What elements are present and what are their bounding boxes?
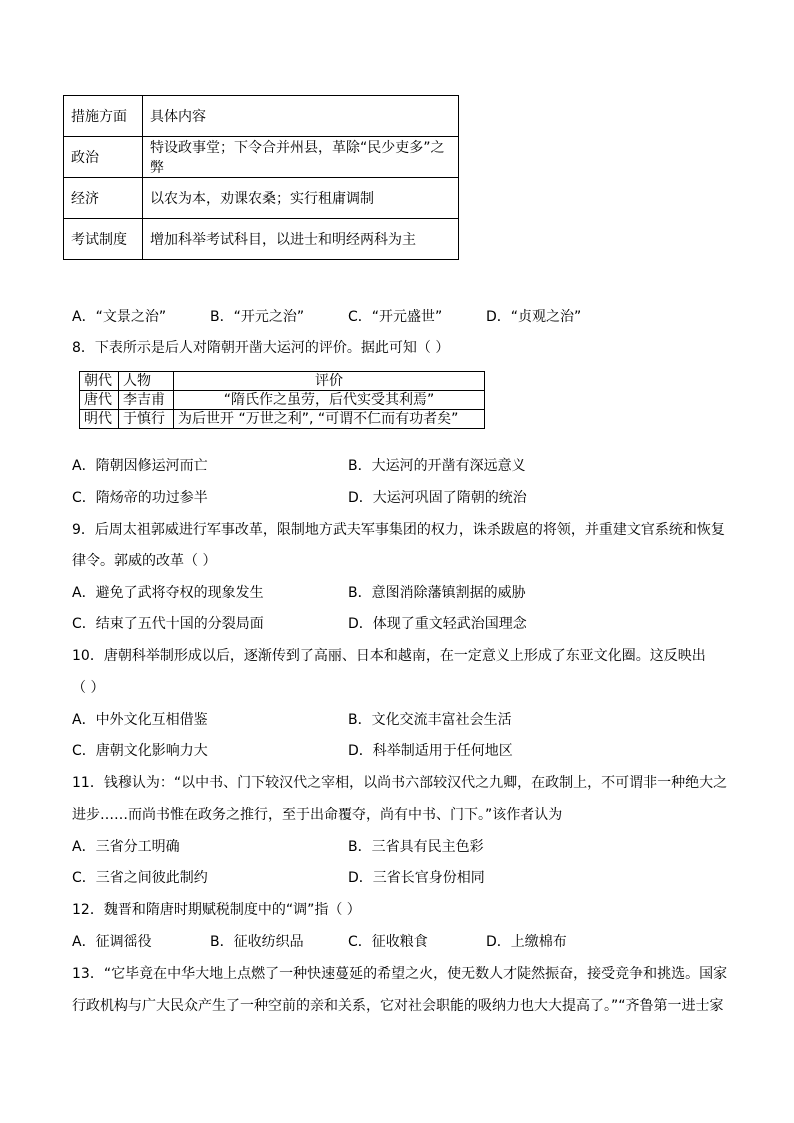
q9-stem-line2: 律令。郭威的改革（ ） [72,553,217,569]
q8-option-d[interactable]: D．大运河巩固了隋朝的统治 [348,490,527,506]
q10-option-c[interactable]: C．唐朝文化影响力大 [72,743,208,759]
table-cell: 为后世开 “万世之利”, “可谓不仁而有功者矣” [174,410,485,429]
q9-stem-line1: 9．后周太祖郭威进行军事改革，限制地方武夫军事集团的权力，诛杀跋扈的将领，并重建文官系统和恢复 [72,522,725,538]
q11-option-a[interactable]: A．三省分工明确 [72,839,180,855]
q7-option-c[interactable]: C．“开元盛世” [348,309,443,325]
q11-option-d[interactable]: D．三省长官身份相同 [348,870,485,886]
table-header-cell: 人物 [119,372,174,391]
q11-stem-line2: 进步……而尚书惟在政务之推行，至于出命覆夺，尚有中书、门下。”该作者认为 [72,807,563,823]
table-row [80,391,485,410]
q9-option-c[interactable]: C．结束了五代十国的分裂局面 [72,616,264,632]
table-cell: 特设政事堂；下令合并州县，革除“民少吏多”之弊 [143,137,459,178]
table-cell: 唐代 [80,391,119,410]
q12-option-d[interactable]: D．上缴棉布 [486,934,567,950]
q11-stem-line1: 11．钱穆认为：“以中书、门下较汉代之宰相，以尚书六部较汉代之九卿，在政制上，不可谓非一种绝大之 [72,775,728,791]
q12-option-a[interactable]: A．征调徭役 [72,934,152,950]
q8-option-c[interactable]: C．隋炀帝的功过参半 [72,490,208,506]
q10-option-a[interactable]: A．中外文化互相借鉴 [72,712,208,728]
q9-option-b[interactable]: B．意图消除藩镇割据的威胁 [348,585,526,601]
q7-option-b[interactable]: B．“开元之治” [210,309,305,325]
q8-evaluation-table [79,371,485,429]
q7-option-d[interactable]: D．“贞观之治” [486,309,582,325]
q12-option-c[interactable]: C．征收粮食 [348,934,428,950]
q13-stem-line2: 行政机构与广大民众产生了一种空前的亲和关系，它对社会职能的吸纳力也大大提高了。”“齐鲁第一进士家 [72,998,724,1014]
table-cell: 以农为本，劝课农桑；实行租庸调制 [143,178,459,219]
q11-option-c[interactable]: C．三省之间彼此制约 [72,870,208,886]
q8-option-a[interactable]: A．隋朝因修运河而亡 [72,458,208,474]
q7-option-a[interactable]: A．“文景之治” [72,309,167,325]
table-cell: 李吉甫 [119,391,174,410]
table-header-cell: 具体内容 [143,96,459,137]
table-row [64,137,459,178]
table-cell: 明代 [80,410,119,429]
q10-stem-line2: （ ） [72,680,105,696]
q8-stem: 8．下表所示是后人对隋朝开凿大运河的评价。据此可知（ ） [72,340,450,356]
q12-stem: 12．魏晋和隋唐时期赋税制度中的“调”指（ ） [72,902,361,918]
table-header-cell: 措施方面 [64,96,143,137]
table-cell: 于慎行 [119,410,174,429]
table-row [64,219,459,260]
table-cell: 考试制度 [64,219,143,260]
table-cell: 经济 [64,178,143,219]
q11-option-b[interactable]: B．三省具有民主色彩 [348,839,484,855]
q12-option-b[interactable]: B．征收纺织品 [210,934,304,950]
table-header-cell: 评价 [174,372,485,391]
table-row [64,96,459,137]
q9-option-a[interactable]: A．避免了武将夺权的现象发生 [72,585,264,601]
q7-measures-table [63,95,459,260]
table-cell: 增加科举考试科目，以进士和明经两科为主 [143,219,459,260]
q10-stem-line1: 10．唐朝科举制形成以后，逐渐传到了高丽、日本和越南，在一定意义上形成了东亚文化圈。这反映出 [72,648,706,664]
table-row [80,372,485,391]
q10-option-b[interactable]: B．文化交流丰富社会生活 [348,712,512,728]
table-row [80,410,485,429]
table-row [64,178,459,219]
table-header-cell: 朝代 [80,372,119,391]
table-cell: 政治 [64,137,143,178]
q10-option-d[interactable]: D．科举制适用于任何地区 [348,743,513,759]
q13-stem-line1: 13．“它毕竟在中华大地上点燃了一种快速蔓延的希望之火，使无数人才陡然振奋，接受竞争和挑选。国家 [72,966,728,982]
q9-option-d[interactable]: D．体现了重文轻武治国理念 [348,616,527,632]
table-cell: “隋氏作之虽劳，后代实受其利焉” [174,391,485,410]
q8-option-b[interactable]: B．大运河的开凿有深远意义 [348,458,526,474]
